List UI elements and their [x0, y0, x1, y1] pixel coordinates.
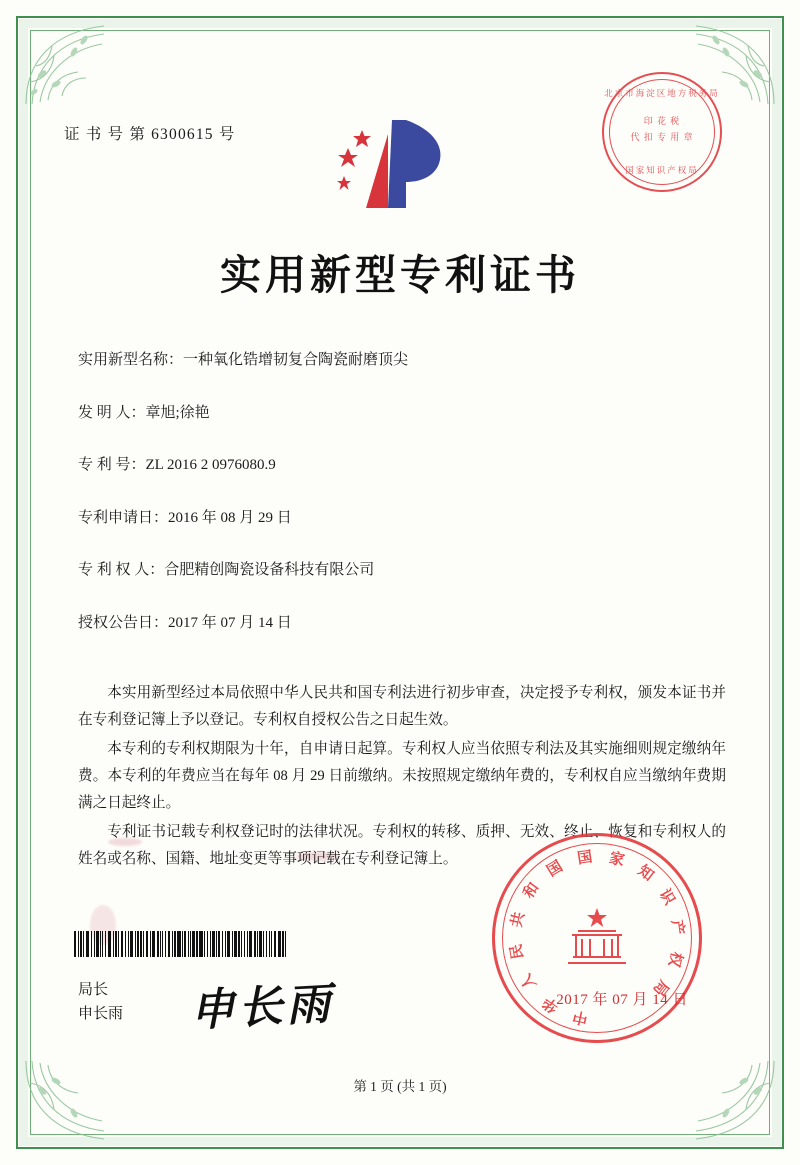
barcode-bar	[168, 931, 170, 957]
barcode-bar	[86, 931, 89, 957]
certificate-content	[60, 60, 740, 1105]
barcode-bar	[78, 931, 79, 957]
barcode-bar	[184, 931, 186, 957]
barcode-bar	[254, 931, 256, 957]
seal-char: 知	[634, 862, 657, 885]
signature-role-label: 局长	[78, 981, 109, 998]
seal-char: 权	[664, 949, 685, 969]
barcode-bar	[271, 931, 272, 957]
seal-char: 产	[667, 918, 686, 936]
barcode-bar	[115, 931, 117, 957]
barcode-bar	[165, 931, 167, 957]
barcode-bar	[234, 931, 236, 957]
barcode-bar	[128, 931, 129, 957]
barcode-bar	[91, 931, 93, 957]
barcode-bar	[152, 931, 155, 957]
seal-char: 家	[607, 850, 626, 870]
barcode-bar	[150, 931, 151, 957]
seal-char: 人	[518, 970, 540, 992]
field-list	[78, 348, 730, 663]
field-label: 实用新型名称：	[78, 352, 184, 368]
barcode-bar	[100, 931, 101, 957]
field-value: 合肥精创陶瓷设备科技有限公司	[164, 562, 375, 578]
page-title: 实用新型专利证书	[220, 252, 580, 298]
barcode-bar	[157, 931, 159, 957]
national-emblem-icon	[560, 905, 634, 971]
barcode-bar	[204, 931, 205, 957]
barcode-bar	[96, 931, 98, 957]
field-row	[78, 611, 730, 632]
barcode-bar	[249, 931, 252, 957]
barcode-bar	[266, 931, 268, 957]
barcode-bar	[225, 931, 226, 957]
seal-char: 华	[540, 993, 562, 1015]
barcode-bar	[102, 931, 103, 957]
seal-char: 局	[649, 976, 672, 999]
tax-stamp-line1: 印 花 税	[643, 116, 681, 126]
field-value: 2016 年 08 月 29 日	[168, 509, 292, 526]
barcode-bar	[244, 931, 246, 957]
barcode-bar	[216, 931, 217, 957]
tax-stamp-arc-top: 北京市海淀区地方税务局	[604, 88, 720, 98]
seal-char: 和	[520, 880, 543, 902]
barcode-bar	[196, 931, 198, 957]
barcode-bar	[140, 931, 142, 957]
barcode-bar	[83, 931, 84, 957]
barcode-bar	[125, 931, 127, 957]
paragraph: 专利证书记载专利权登记时的法律状况。专利权的转移、质押、无效、终止、恢复和专利权人的姓名或名称、国籍、地址变更等事项记载在专利登记簿上。	[78, 823, 726, 867]
barcode-bar	[172, 931, 173, 957]
signature-name: 申长雨	[78, 1006, 124, 1023]
field-label: 授权公告日：	[78, 614, 169, 631]
field-row	[78, 558, 730, 579]
tax-stamp-line2: 代 扣 专 用 章	[630, 132, 694, 142]
seal-date: 2017 年 07 月 14 日	[556, 992, 688, 1008]
barcode-bar	[113, 931, 114, 957]
field-label: 发 明 人：	[78, 404, 146, 421]
barcode-bar	[177, 931, 180, 957]
barcode-bar	[282, 931, 284, 957]
signature-block	[78, 978, 123, 1028]
barcode-bar	[212, 931, 214, 957]
barcode-bar	[162, 931, 163, 957]
barcode-bar	[182, 931, 183, 957]
field-row	[78, 348, 730, 369]
barcode-bar	[210, 931, 211, 957]
paragraph: 本专利的专利权期限为十年，自申请日起算。专利权人应当依照专利法及其实施细则规定缴纳年费。本专利的年费应当在每年 08 月 29 日前缴纳。未按照规定缴纳年费的，专利权自应当缴纳年费期满之日起终止。	[78, 740, 726, 811]
barcode-bar	[247, 931, 248, 957]
field-row	[78, 506, 730, 527]
barcode-bar	[174, 931, 176, 957]
barcode-bar	[130, 931, 133, 957]
field-value: ZL 2016 2 0976080.9	[145, 457, 276, 473]
barcode-bar	[146, 931, 148, 957]
tax-stamp-seal	[602, 72, 722, 192]
seal-char: 国	[544, 858, 566, 881]
handwritten-signature: 申长雨	[189, 979, 336, 1036]
paragraph: 本实用新型经过本局依照中华人民共和国专利法进行初步审查，决定授予专利权，颁发本证书并在专利登记簿上予以登记。专利权自授权公告之日起生效。	[78, 685, 726, 728]
barcode-bar	[105, 931, 107, 957]
official-seal	[492, 833, 702, 1043]
barcode-bar	[135, 931, 136, 957]
field-value: 2017 年 07 月 14 日	[168, 614, 292, 631]
barcode-bar	[285, 931, 286, 957]
barcode-bar	[222, 931, 224, 957]
field-row	[78, 453, 730, 474]
barcode-bar	[143, 931, 144, 957]
barcode-bar	[207, 931, 209, 957]
barcode-bar	[241, 931, 242, 957]
barcode-bar	[121, 931, 123, 957]
barcode-bar	[259, 931, 261, 957]
barcode-bar	[278, 931, 281, 957]
field-row	[78, 401, 730, 422]
barcode-bar	[199, 931, 202, 957]
seal-char: 识	[655, 886, 678, 908]
barcode-bar	[218, 931, 220, 957]
field-label: 专利申请日：	[78, 509, 169, 526]
barcode-bar	[80, 931, 82, 957]
barcode-bar	[74, 931, 76, 957]
barcode-bar	[137, 931, 139, 957]
tax-stamp-arc-bottom: 国家知识产权局	[625, 165, 699, 175]
seal-char: 民	[508, 942, 527, 961]
field-value: 一种氧化锆增韧复合陶瓷耐磨顶尖	[183, 352, 409, 368]
barcode-bar	[269, 931, 270, 957]
barcode-bar	[238, 931, 240, 957]
barcode-bar	[232, 931, 233, 957]
cnipa-logo-icon	[322, 108, 482, 218]
field-value: 章旭;徐艳	[145, 404, 210, 421]
field-label: 专 利 权 人：	[78, 562, 165, 578]
barcode-bar	[94, 931, 95, 957]
barcode-bar	[274, 931, 276, 957]
barcode-bar	[118, 931, 119, 957]
barcode	[74, 931, 288, 957]
barcode-bar	[192, 931, 194, 957]
seal-char: 共	[509, 910, 529, 929]
barcode-bar	[227, 931, 230, 957]
barcode-bar	[190, 931, 191, 957]
barcode-bar	[108, 931, 111, 957]
barcode-bar	[160, 931, 161, 957]
barcode-bar	[188, 931, 189, 957]
barcode-bar	[257, 931, 258, 957]
seal-char: 中	[571, 1007, 590, 1027]
page-footer: 第 1 页 (共 1 页)	[353, 1079, 447, 1094]
seal-char: 国	[576, 849, 594, 868]
barcode-bar	[263, 931, 264, 957]
certificate-number: 证 书 号 第 6300615 号	[64, 126, 236, 143]
field-label: 专 利 号：	[78, 457, 146, 473]
